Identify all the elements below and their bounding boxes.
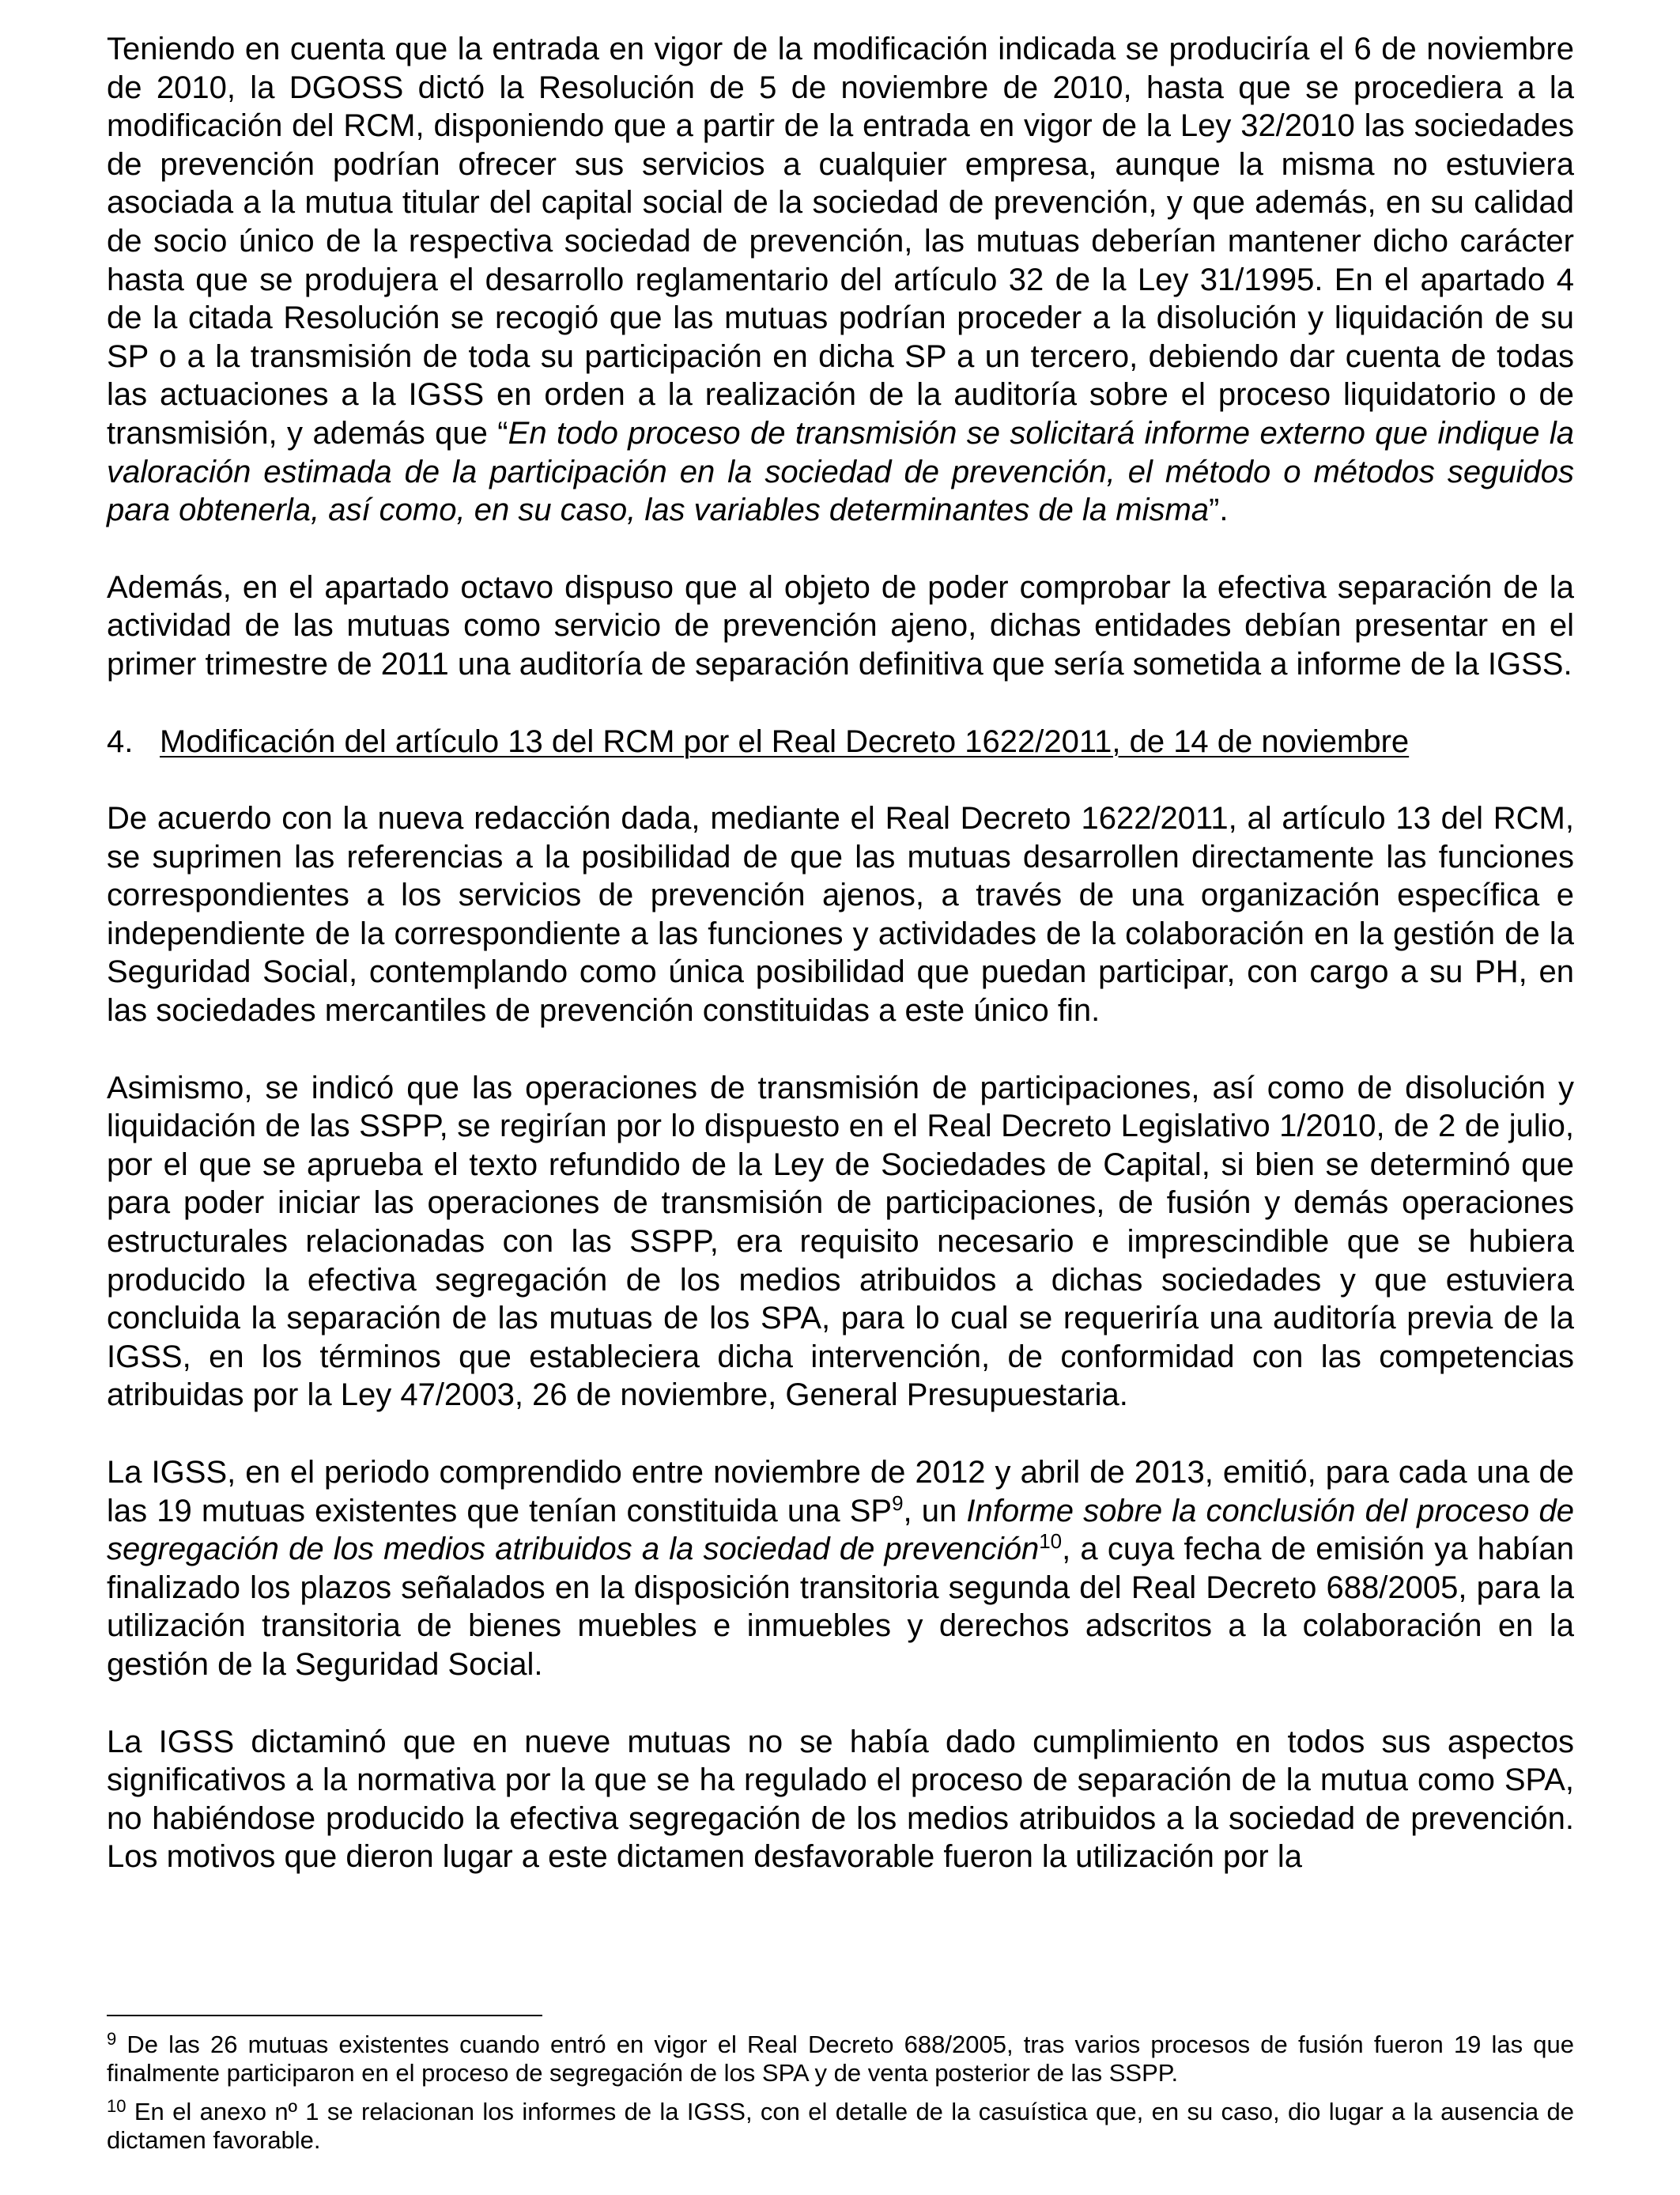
paragraph-text: , a cuya fecha de emisión ya habían finalizado los plazos señalados en la disposición transitoria segunda del Real Decreto 688/2005, para la utilización transitoria de bienes muebles e inmuebles y derechos adscritos a la colaboración en la gestión de la Seguridad Social. [107, 1532, 1574, 1682]
footnotes [107, 2031, 1574, 2165]
paragraph-text: , un [903, 1493, 967, 1528]
paragraph-text: Teniendo en cuenta que la entrada en vigor de la modificación indicada se produciría el 6 de noviembre de 2010, la DGOSS dictó la Resolución de 5 de noviembre de 2010, hasta que se procediera a la modificación del RCM, disponiendo que a partir de la entrada en vigor de la Ley 32/2010 las sociedades de prevención podrían ofrecer sus servicios a cualquier empresa, aunque la misma no estuviera asociada a la mutua titular del capital social de la sociedad de prevención, y que además, en su calidad de socio único de la respectiva sociedad de prevención, las mutuas deberían mantener dicho carácter hasta que se produjera el desarrollo reglamentario del artículo 32 de la Ley 31/1995. En el apartado 4 de la citada Resolución se recogió que las mutuas podrían proceder a la disolución y liquidación de su SP o a la transmisión de toda su participación en dicha SP a un tercero, debiendo dar cuenta de todas las actuaciones a la IGSS en orden a la realización de la auditoría sobre el proceso liquidatorio o de transmisión, y además que “ [107, 32, 1574, 451]
footnote-ref-10[interactable]: 10 [1039, 1529, 1063, 1554]
footnote-text: De las 26 mutuas existentes cuando entró en vigor el Real Decreto 688/2005, tras varios procesos de fusión fueron 19 las que finalmente participaron en el proceso de segregación de los SPA y de venta posterior de las SSPP. [107, 2031, 1574, 2087]
footnote-9 [107, 2031, 1574, 2087]
section-number: 4. [107, 723, 134, 759]
footnote-mark: 10 [107, 2096, 126, 2116]
paragraph-resolucion-dgoss [107, 30, 1574, 530]
paragraph-igss-informe [107, 1453, 1574, 1684]
paragraph-text-end: ”. [1209, 493, 1229, 528]
paragraph-apartado-octavo: Además, en el apartado octavo dispuso que al objeto de poder comprobar la efectiva separación de la actividad de las mutuas como servicio de prevención ajeno, dichas entidades debían presentar en el primer trimestre de 2011 una auditoría de separación definitiva que sería sometida a informe de la IGSS. [107, 569, 1574, 682]
footnote-ref-9[interactable]: 9 [892, 1490, 904, 1515]
section-title: Modificación del artículo 13 del RCM por el Real Decreto 1622/2011, de 14 de noviembre [160, 723, 1410, 759]
footnote-mark: 9 [107, 2029, 117, 2049]
footnote-10 [107, 2098, 1574, 2155]
section-heading [107, 723, 1574, 761]
document-body [107, 30, 1574, 1876]
paragraph-asimismo: Asimismo, se indicó que las operaciones de transmisión de participaciones, así como de disolución y liquidación de las SSPP, se regirían por lo dispuesto en el Real Decreto Legislativo 1/2010, de 2 de julio, por el que se aprueba el texto refundido de la Ley de Sociedades de Capital, si bien se determinó que para poder iniciar las operaciones de transmisión de participaciones, de fusión y demás operaciones estructurales relacionadas con las SSPP, era requisito necesario e imprescindible que se hubiera producido la efectiva segregación de los medios atribuidos a dichas sociedades y que estuviera concluida la separación de las mutuas de los SPA, para lo cual se requeriría una auditoría previa de la IGSS, en los términos que estableciera dicha intervención, de conformidad con las competencias atribuidas por la Ley 47/2003, 26 de noviembre, General Presupuestaria. [107, 1070, 1574, 1413]
paragraph-igss-dictamen: La IGSS dictaminó que en nueve mutuas no se había dado cumplimiento en todos sus aspectos significativos a la normativa por la que se ha regulado el proceso de separación de la mutua como SPA, no habiéndose producido la efectiva segregación de los medios atribuidos a la sociedad de prevención. Los motivos que dieron lugar a este dictamen desfavorable fueron la utilización por la [107, 1724, 1574, 1875]
footnote-text: En el anexo nº 1 se relacionan los informes de la IGSS, con el detalle de la casuística que, en su caso, dio lugar a la ausencia de dictamen favorable. [107, 2098, 1574, 2154]
report-title-italic: Informe sobre la conclusión del proceso de segregación de los medios atribuidos a la sociedad de prevención [107, 1493, 1574, 1567]
paragraph-text: La IGSS, en el periodo comprendido entre noviembre de 2012 y abril de 2013, emitió, para cada una de las 19 mutuas existentes que tenían constituida una SP [107, 1455, 1574, 1528]
paragraph-nueva-redaccion: De acuerdo con la nueva redacción dada, mediante el Real Decreto 1622/2011, al artículo 13 del RCM, se suprimen las referencias a la posibilidad de que las mutuas desarrollen directamente las funciones correspondientes a los servicios de prevención ajenos, a través de una organización específica e independiente de la correspondiente a las funciones y actividades de la colaboración en la gestión de la Seguridad Social, contemplando como única posibilidad que puedan participar, con cargo a su PH, en las sociedades mercantiles de prevención constituidas a este único fin. [107, 801, 1574, 1029]
quoted-italic-text: En todo proceso de transmisión se solicitará informe externo que indique la valoración estimada de la participación en la sociedad de prevención, el método o métodos seguidos para obtenerla, así como, en su caso, las variables determinantes de la misma [107, 415, 1574, 528]
footnote-separator [107, 2015, 542, 2016]
